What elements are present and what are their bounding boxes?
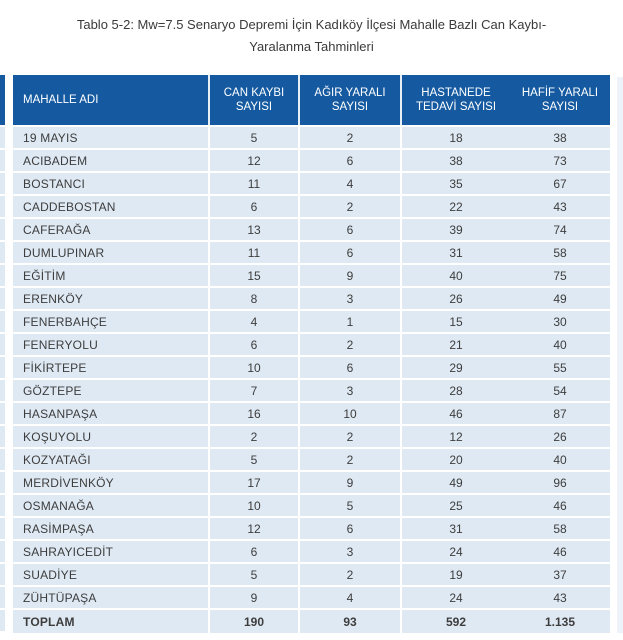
table-row — [13, 587, 610, 610]
table-row — [13, 219, 610, 242]
header-hastanede-tedavi: HASTANEDE TEDAVİ SAYISI — [415, 87, 497, 113]
cell-value: 24 — [449, 590, 463, 605]
cell-value: 6 — [300, 219, 402, 240]
header-can-kaybi: CAN KAYBI SAYISI — [210, 75, 300, 125]
scan-edge-artifact-left-body — [0, 127, 5, 633]
cell-value: 2 — [300, 334, 402, 355]
cell-value: 10 — [210, 357, 300, 378]
cell-neighborhood-name: CADDEBOSTAN — [13, 196, 210, 217]
table-row — [13, 288, 610, 311]
cell-value: 49 — [553, 291, 567, 306]
cell-value: 5 — [210, 127, 300, 148]
scan-edge-artifact-left-header — [0, 75, 5, 125]
casualty-estimates-table — [13, 75, 610, 633]
table-row — [13, 150, 610, 173]
cell-neighborhood-name: DUMLUPINAR — [13, 242, 210, 263]
cell-value: 16 — [210, 403, 300, 424]
cell-value: 20 — [449, 452, 463, 467]
cell-value: 11 — [210, 242, 300, 263]
table-row — [13, 242, 610, 265]
cell-value: 2 — [300, 449, 402, 470]
cell-value: 4 — [210, 311, 300, 332]
cell-value: 9 — [300, 472, 402, 493]
cell-neighborhood-name: TOPLAM — [13, 610, 210, 633]
cell-neighborhood-name: ZÜHTÜPAŞA — [13, 587, 210, 608]
cell-value: 18 — [449, 130, 463, 145]
cell-value: 6 — [300, 242, 402, 263]
cell-value: 5 — [300, 495, 402, 516]
table-row — [13, 472, 610, 495]
cell-value: 1 — [300, 311, 402, 332]
cell-value: 24 — [449, 544, 463, 559]
cell-value: 15 — [210, 265, 300, 286]
table-row — [13, 449, 610, 472]
cell-neighborhood-name: EĞİTİM — [13, 265, 210, 286]
cell-value: 75 — [553, 268, 567, 283]
cell-neighborhood-name: GÖZTEPE — [13, 380, 210, 401]
cell-value: 5 — [210, 564, 300, 585]
table-row — [13, 426, 610, 449]
table-row — [13, 518, 610, 541]
cell-neighborhood-name: OSMANAĞA — [13, 495, 210, 516]
cell-value: 43 — [553, 199, 567, 214]
cell-value: 46 — [553, 544, 567, 559]
cell-value: 190 — [210, 610, 300, 633]
table-title — [0, 14, 623, 58]
cell-value: 5 — [210, 449, 300, 470]
table-row — [13, 173, 610, 196]
cell-value: 49 — [449, 475, 463, 490]
cell-value: 38 — [553, 130, 567, 145]
cell-neighborhood-name: SUADİYE — [13, 564, 210, 585]
cell-value: 87 — [553, 406, 567, 421]
cell-value: 46 — [449, 406, 463, 421]
cell-value: 1.135 — [544, 614, 576, 629]
cell-neighborhood-name: ACIBADEM — [13, 150, 210, 171]
cell-value: 11 — [210, 173, 300, 194]
cell-value: 37 — [553, 567, 567, 582]
cell-value: 58 — [553, 245, 567, 260]
cell-value: 4 — [300, 173, 402, 194]
cell-value: 22 — [449, 199, 463, 214]
cell-value: 58 — [553, 521, 567, 536]
cell-value: 43 — [553, 590, 567, 605]
table-row — [13, 541, 610, 564]
cell-value: 3 — [300, 541, 402, 562]
cell-value: 31 — [449, 521, 463, 536]
cell-value: 9 — [300, 265, 402, 286]
table-title-line1: Tablo 5-2: Mw=7.5 Senaryo Depremi İçin Kadıköy İlçesi Mahalle Bazlı Can Kaybı- — [76, 17, 547, 32]
cell-neighborhood-name: SAHRAYICEDİT — [13, 541, 210, 562]
cell-value: 2 — [300, 127, 402, 148]
cell-value: 12 — [210, 150, 300, 171]
cell-value: 25 — [449, 498, 463, 513]
cell-neighborhood-name: MERDİVENKÖY — [13, 472, 210, 493]
cell-value: 7 — [210, 380, 300, 401]
cell-value: 40 — [553, 452, 567, 467]
scan-edge-artifact-right — [617, 77, 623, 633]
cell-value: 29 — [449, 360, 463, 375]
cell-value: 30 — [553, 314, 567, 329]
cell-value: 6 — [210, 196, 300, 217]
cell-value: 10 — [210, 495, 300, 516]
cell-neighborhood-name: BOSTANCI — [13, 173, 210, 194]
cell-neighborhood-name: FİKİRTEPE — [13, 357, 210, 378]
cell-value: 26 — [449, 291, 463, 306]
cell-neighborhood-name: KOZYATAĞI — [13, 449, 210, 470]
cell-value: 73 — [553, 153, 567, 168]
table-row — [13, 380, 610, 403]
cell-value: 17 — [210, 472, 300, 493]
cell-value: 93 — [300, 610, 402, 633]
cell-value: 2 — [300, 426, 402, 447]
table-row — [13, 403, 610, 426]
cell-value: 6 — [210, 334, 300, 355]
cell-value: 31 — [449, 245, 463, 260]
cell-value: 21 — [449, 337, 463, 352]
cell-value: 55 — [553, 360, 567, 375]
cell-value: 12 — [210, 518, 300, 539]
table-header-row — [13, 75, 610, 127]
cell-neighborhood-name: RASİMPAŞA — [13, 518, 210, 539]
cell-value: 40 — [553, 337, 567, 352]
header-hafif-yarali: HAFİF YARALI SAYISI — [521, 87, 599, 113]
cell-value: 6 — [300, 518, 402, 539]
cell-value: 2 — [300, 564, 402, 585]
cell-neighborhood-name: FENERBAHÇE — [13, 311, 210, 332]
cell-value: 40 — [449, 268, 463, 283]
table-row — [13, 127, 610, 150]
cell-value: 35 — [449, 176, 463, 191]
cell-value: 39 — [449, 222, 463, 237]
cell-value: 3 — [300, 380, 402, 401]
header-mahalle-adi: MAHALLE ADI — [13, 75, 210, 125]
cell-value: 38 — [449, 153, 463, 168]
cell-value: 26 — [553, 429, 567, 444]
cell-value: 67 — [553, 176, 567, 191]
cell-value: 28 — [449, 383, 463, 398]
table-row — [13, 564, 610, 587]
cell-value: 9 — [210, 587, 300, 608]
cell-value: 6 — [300, 357, 402, 378]
table-row — [13, 357, 610, 380]
cell-value: 592 — [445, 614, 467, 629]
table-row-total — [13, 610, 610, 633]
table-row — [13, 311, 610, 334]
table-title-line2: Yaralanma Tahminleri — [249, 39, 374, 54]
cell-value: 6 — [210, 541, 300, 562]
cell-value: 19 — [449, 567, 463, 582]
cell-value: 8 — [210, 288, 300, 309]
cell-neighborhood-name: 19 MAYIS — [13, 127, 210, 148]
table-body — [13, 127, 610, 633]
cell-neighborhood-name: ERENKÖY — [13, 288, 210, 309]
cell-value: 96 — [553, 475, 567, 490]
cell-value: 54 — [553, 383, 567, 398]
cell-value: 3 — [300, 288, 402, 309]
cell-value: 2 — [210, 426, 300, 447]
table-row — [13, 334, 610, 357]
cell-value: 2 — [300, 196, 402, 217]
header-agir-yarali: AĞIR YARALI SAYISI — [300, 75, 402, 125]
table-row — [13, 495, 610, 518]
cell-value: 15 — [449, 314, 463, 329]
table-row — [13, 196, 610, 219]
cell-value: 12 — [449, 429, 463, 444]
cell-value: 4 — [300, 587, 402, 608]
cell-neighborhood-name: KOŞUYOLU — [13, 426, 210, 447]
cell-neighborhood-name: FENERYOLU — [13, 334, 210, 355]
cell-value: 46 — [553, 498, 567, 513]
cell-value: 10 — [300, 403, 402, 424]
cell-value: 74 — [553, 222, 567, 237]
table-row — [13, 265, 610, 288]
cell-neighborhood-name: HASANPAŞA — [13, 403, 210, 424]
cell-neighborhood-name: CAFERAĞA — [13, 219, 210, 240]
cell-value: 13 — [210, 219, 300, 240]
cell-value: 6 — [300, 150, 402, 171]
